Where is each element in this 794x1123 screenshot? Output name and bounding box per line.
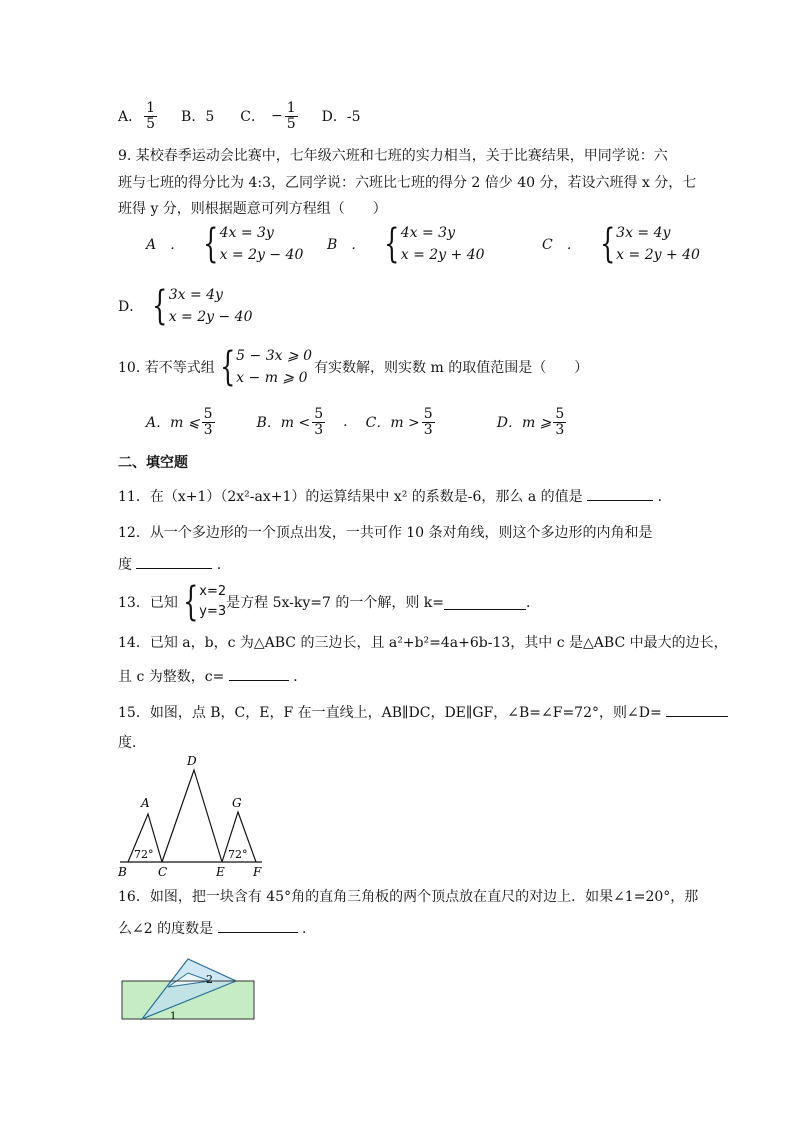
brace-icon: { xyxy=(219,344,236,390)
q13-eq2: y=3 xyxy=(199,604,227,619)
q8-a-numerator: 1 xyxy=(146,99,156,116)
q8-options xyxy=(118,98,361,134)
q9-line-2: 班与七班的得分比为 4:3，乙同学说：六班比七班的得分 2 倍少 40 分，若设六班得 x 分，七 xyxy=(118,175,697,191)
q9-option-d xyxy=(118,284,252,328)
q9-option-a-label: A ． xyxy=(146,237,185,253)
q10-b-denominator: 3 xyxy=(314,421,324,438)
q11 xyxy=(118,486,672,506)
q16-line-2-prefix: 么∠2 的度数是 xyxy=(118,921,214,937)
q8-c-denominator: 5 xyxy=(286,115,296,132)
q10-c-fraction xyxy=(422,407,435,437)
q15-line-1-text: 15．如图，点 B，C，E，F 在一直线上，AB∥DC，DE∥GF，∠B=∠F=72°，则∠D= xyxy=(118,705,662,721)
q10-d-fraction xyxy=(553,407,566,437)
label-f: F xyxy=(253,865,262,879)
q14-end: ． xyxy=(293,669,308,685)
q10-inequality-1: 5 − 3x ⩾ 0 xyxy=(236,348,313,364)
q10-option-b: B．m < xyxy=(256,415,311,431)
q8-option-c-label: C． xyxy=(240,109,265,125)
q13-prefix: 13．已知 xyxy=(118,595,178,611)
q15-figure xyxy=(118,752,268,880)
label-b: B xyxy=(118,865,127,879)
q8-option-a-fraction xyxy=(144,101,157,131)
q16-figure xyxy=(118,945,260,1023)
q8-option-d: D．-5 xyxy=(321,109,361,125)
q10-option-c: C．m > xyxy=(365,415,420,431)
q9-a-eq1: 4x = 3y xyxy=(219,225,274,241)
q10-option-a: A．m ⩽ xyxy=(146,415,200,431)
q9-c-eq2: x = 2y + 40 xyxy=(616,247,700,263)
q14-line-1: 14．已知 a，b，c 为△ABC 的三边长，且 a²+b²=4a+6b-13，其中 c 是△ABC 中最大的边长， xyxy=(118,635,728,651)
q14-line-2 xyxy=(118,666,307,686)
q14-answer-blank[interactable] xyxy=(229,666,289,681)
q8-option-b: B．5 xyxy=(181,109,215,125)
q8-option-a-label: A． xyxy=(118,109,143,125)
q12-end: ． xyxy=(216,557,231,573)
q12-answer-blank[interactable] xyxy=(136,554,212,569)
q9-b-eq2: x = 2y + 40 xyxy=(400,247,485,263)
q13-eq1: x=2 xyxy=(199,584,227,599)
q8-c-numerator: 1 xyxy=(286,99,296,116)
q11-answer-blank[interactable] xyxy=(587,486,653,501)
brace-icon: { xyxy=(384,221,400,267)
q9-option-b xyxy=(327,222,485,266)
q10-stray-dot: . xyxy=(343,414,348,430)
q10-d-denominator: 3 xyxy=(555,421,565,438)
q10-prefix: 10. 若不等式组 xyxy=(118,360,215,376)
angle-2-label: 2 xyxy=(206,973,213,986)
q10-c-denominator: 3 xyxy=(423,421,433,438)
q9-option-d-label: D． xyxy=(118,299,144,315)
q14-line-2-prefix: 且 c 为整数，c= xyxy=(118,669,225,685)
q10-a-denominator: 3 xyxy=(203,421,213,438)
q10-a-numerator: 5 xyxy=(203,405,213,422)
q10-d-numerator: 5 xyxy=(555,405,565,422)
q9-option-b-label: B ． xyxy=(327,237,366,253)
q15-answer-blank[interactable] xyxy=(666,702,728,717)
q9-d-eq2: x = 2y − 40 xyxy=(168,309,253,325)
q10-options xyxy=(146,402,568,442)
q13-end: ． xyxy=(526,595,541,611)
q15-line-1 xyxy=(118,702,728,722)
label-d: D xyxy=(187,754,197,768)
brace-icon: { xyxy=(203,221,219,267)
label-a: A xyxy=(141,796,150,810)
q13-suffix: 是方程 5x-ky=7 的一个解，则 k= xyxy=(226,595,445,611)
q16-line-2 xyxy=(118,918,316,938)
q16-end: ． xyxy=(302,921,316,937)
label-c: C xyxy=(158,865,168,879)
q9-d-eq1: 3x = 4y xyxy=(168,287,223,303)
angle-1-label: 1 xyxy=(170,1011,177,1022)
q8-a-denominator: 5 xyxy=(146,115,156,132)
q9-a-eq2: x = 2y − 40 xyxy=(219,247,304,263)
section-title: 二、填空题 xyxy=(118,455,188,471)
angle-f-label: 72° xyxy=(228,848,248,861)
brace-icon: { xyxy=(599,221,616,267)
q9-c-eq1: 3x = 4y xyxy=(616,225,671,241)
label-e: E xyxy=(216,865,225,879)
angle-b-label: 72° xyxy=(134,848,154,861)
q10-inequality-2: x − m ⩾ 0 xyxy=(236,370,308,386)
q10-suffix: 有实数解，则实数 m 的取值范围是（ ） xyxy=(314,360,589,376)
q15-line-2: 度． xyxy=(118,735,146,751)
q9-option-c-label: C ． xyxy=(542,237,581,253)
q12-line-2 xyxy=(118,554,231,574)
brace-icon: { xyxy=(182,579,199,625)
q8-c-negative-sign: − xyxy=(270,108,283,124)
q10-c-numerator: 5 xyxy=(423,405,433,422)
q12-line-2-prefix: 度 xyxy=(118,557,132,573)
q16-answer-blank[interactable] xyxy=(218,918,298,933)
q9-line-1: 9. 某校春季运动会比赛中，七年级六班和七班的实力相当，关于比赛结果，甲同学说：六 xyxy=(118,148,668,164)
q12-line-1: 12．从一个多边形的一个顶点出发，一共可作 10 条对角线，则这个多边形的内角和是 xyxy=(118,525,653,541)
q9-option-c xyxy=(542,222,700,266)
q16-line-1: 16．如图，把一块含有 45°角的直角三角板的两个顶点放在直尺的对边上．如果∠1=20°，那 xyxy=(118,889,699,905)
q8-option-c-fraction xyxy=(285,101,298,131)
q10-stem xyxy=(118,345,588,389)
q11-text: 11．在（x+1）（2x²-ax+1）的运算结果中 x² 的系数是-6，那么 a 的值是 xyxy=(118,489,583,505)
triangle-cde xyxy=(162,770,222,862)
q9-b-eq1: 4x = 3y xyxy=(400,225,455,241)
q9-option-a xyxy=(146,222,303,266)
q10-b-fraction xyxy=(312,407,325,437)
q9-line-3: 班得 y 分，则根据题意可列方程组（ ） xyxy=(118,201,387,217)
q13 xyxy=(118,579,541,625)
brace-icon: { xyxy=(152,283,168,329)
q10-option-d: D．m ⩾ xyxy=(496,415,552,431)
q13-answer-blank[interactable] xyxy=(444,595,526,610)
q10-a-fraction xyxy=(202,407,215,437)
label-g: G xyxy=(232,796,242,810)
q11-end: ． xyxy=(657,489,672,505)
q10-b-numerator: 5 xyxy=(314,405,324,422)
